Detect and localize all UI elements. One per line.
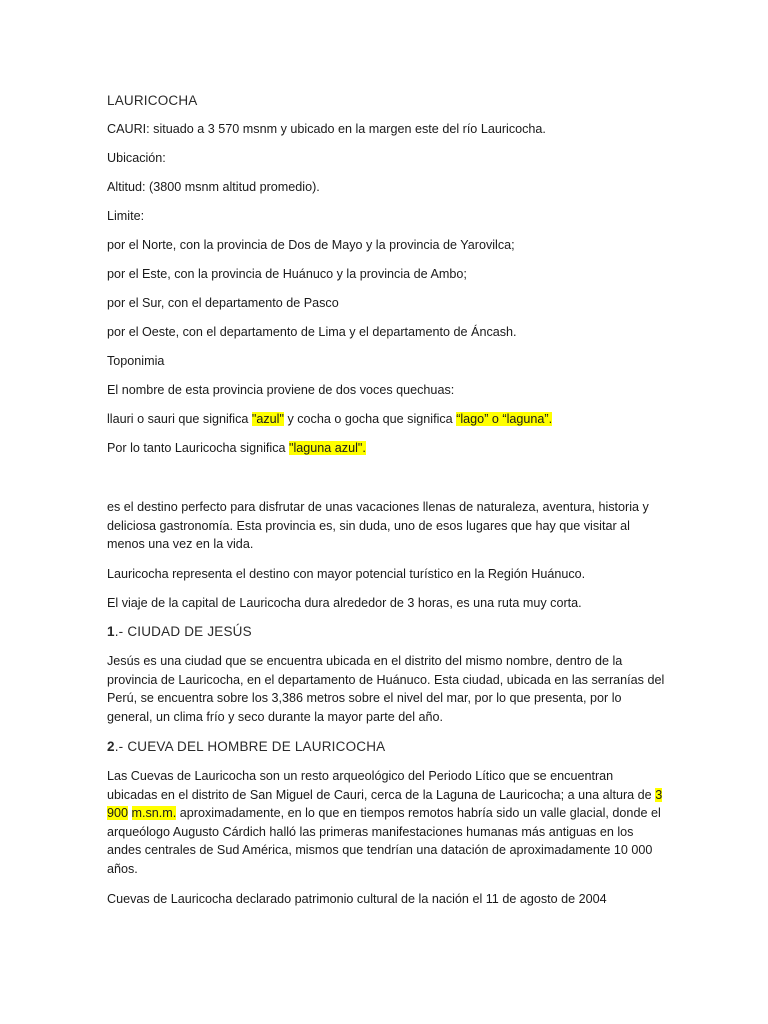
limit-este-c: y la provincia de bbox=[333, 267, 431, 281]
patrimonio-paragraph: Cuevas de Lauricocha declarado patrimonio cultural de la nación el 11 de agosto de 2004 bbox=[107, 892, 607, 906]
limit-oeste-a: por el Oeste, bbox=[107, 325, 183, 339]
azul-highlight: "azul" bbox=[251, 412, 284, 426]
section1-heading bbox=[107, 623, 667, 642]
toponimia-intro: El nombre de esta provincia proviene de dos voces quechuas: bbox=[107, 383, 455, 397]
potencial-paragraph: Lauricocha representa el destino con mayor potencial turístico en la Región Huánuco. bbox=[107, 567, 586, 581]
section1-body: Jesús es una ciudad que se encuentra ubicada en el distrito del mismo nombre, dentro de la provincia de Lauricocha, en el departamento de Huánuco. Esta ciudad, ubicada en las serranías del Perú, se encuentra sobre los 3,386 metros sobre el nivel del mar, por lo que presenta, por lo general, un clima frío y seco durante la mayor parte del año. bbox=[107, 654, 665, 724]
limit-este-d: Ambo; bbox=[430, 267, 467, 281]
limit-norte-c: y la provincia de bbox=[362, 238, 461, 252]
altitud-text: (3800 msnm altitud promedio). bbox=[145, 180, 320, 194]
section1-number: 1 bbox=[107, 624, 115, 639]
limit-norte-d: Yarovilca; bbox=[460, 238, 515, 252]
cauri-label: CAURI: bbox=[107, 122, 150, 136]
por-lo-tanto-paragraph bbox=[107, 439, 667, 458]
destino-paragraph: es el destino perfecto para disfrutar de unas vacaciones llenas de naturaleza, aventura, historia y deliciosa gastronomía. Esta provincia es, sin duda, uno de esos lugares que hay que visitar al menos una vez en la vida. bbox=[107, 500, 649, 551]
section2-title: .- CUEVA DEL HOMBRE DE LAURICOCHA bbox=[114, 739, 386, 754]
limit-oeste-d: el departamento de Áncash. bbox=[359, 325, 517, 339]
por-lo-tanto-text: Por lo tanto Lauricocha significa bbox=[107, 441, 290, 455]
section1-title: .- CIUDAD DE JESÚS bbox=[114, 624, 252, 639]
altitud-label: Altitud: bbox=[107, 180, 146, 194]
llauri-paragraph bbox=[107, 410, 667, 429]
limit-este bbox=[107, 265, 667, 284]
limit-oeste bbox=[107, 323, 667, 342]
section2-heading bbox=[107, 738, 667, 757]
toponimia-label: Toponimia bbox=[107, 354, 165, 368]
limit-sur-a: por el Sur, bbox=[107, 296, 168, 310]
viaje-paragraph: El viaje de la capital de Lauricocha dura alrededor de 3 horas, es una ruta muy corta. bbox=[107, 596, 582, 610]
altitud-paragraph bbox=[107, 178, 667, 197]
document-title: LAURICOCHA bbox=[107, 93, 198, 108]
section2-body-b: aproximadamente, en lo que en tiempos remotos habría sido un valle glacial, donde el arqueólogo Augusto Cárdich halló las primeras manifestaciones humanas más antiguas en los andes centrales de Sud América, mismos que tendrían una datación de aproximadamente 10 000 años. bbox=[107, 806, 661, 876]
cauri-paragraph bbox=[107, 120, 667, 139]
limit-este-a: por el Este, bbox=[107, 267, 175, 281]
llauri-text-a: llauri o sauri que significa bbox=[107, 412, 252, 426]
cauri-text: situado a 3 570 msnm y ubicado en la margen este del río Lauricocha. bbox=[149, 122, 546, 136]
lago-highlight: “lago” o “laguna”. bbox=[456, 412, 553, 426]
ubicacion-label: Ubicación: bbox=[107, 151, 166, 165]
limit-oeste-b: con el departamento de Lima bbox=[182, 325, 346, 339]
msnm-highlight: m.sn.m. bbox=[131, 806, 177, 820]
limit-oeste-c: y bbox=[345, 325, 360, 339]
section2-body-a: Las Cuevas de Lauricocha son un resto arqueológico del Periodo Lítico que se encuentran ubicadas en el distrito de San Miguel de Cauri, cerca de la Laguna de Lauricocha; a una altura de bbox=[107, 769, 656, 802]
altura-highlight: 3 900 bbox=[107, 787, 663, 820]
limite-label: Limite: bbox=[107, 209, 145, 223]
limit-sur-b: con el departamento de Pasco bbox=[167, 296, 339, 310]
limit-norte-b: con la provincia de Dos de Mayo bbox=[179, 238, 363, 252]
limit-norte bbox=[107, 236, 667, 255]
laguna-azul-highlight: "laguna azul". bbox=[289, 441, 366, 455]
section2-number: 2 bbox=[107, 739, 115, 754]
limit-este-b: con la provincia de Huánuco bbox=[174, 267, 334, 281]
section2-body bbox=[107, 767, 667, 878]
limit-norte-a: por el Norte, bbox=[107, 238, 180, 252]
llauri-text-b: y cocha o gocha que significa bbox=[283, 412, 457, 426]
limit-sur bbox=[107, 294, 667, 313]
